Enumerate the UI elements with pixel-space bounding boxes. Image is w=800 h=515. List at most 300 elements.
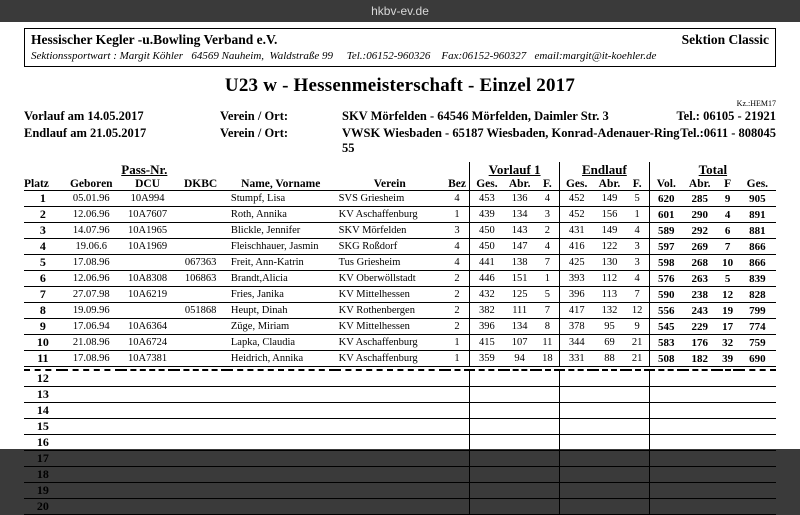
cell-geboren: 12.06.96 bbox=[62, 207, 121, 223]
cell-t_f: 4 bbox=[717, 207, 739, 223]
cell-v_abr bbox=[504, 387, 536, 403]
table-row-empty bbox=[24, 370, 776, 387]
cell-dcu: 10A8308 bbox=[121, 271, 174, 287]
cell-e_f: 12 bbox=[626, 303, 650, 319]
cell-t_abr: 263 bbox=[683, 271, 717, 287]
cell-geboren bbox=[62, 403, 121, 419]
cell-geboren bbox=[62, 435, 121, 451]
cell-v_ges: 382 bbox=[470, 303, 504, 319]
cell-e_abr: 95 bbox=[593, 319, 625, 335]
cell-v_ges bbox=[470, 387, 504, 403]
cell-name: Fries, Janika bbox=[227, 287, 335, 303]
cell-e_f: 5 bbox=[626, 191, 650, 207]
url-text: hkbv-ev.de bbox=[371, 4, 429, 18]
cell-v_f bbox=[536, 499, 560, 515]
cell-dkbc bbox=[174, 351, 227, 367]
event-info bbox=[24, 109, 776, 156]
cell-bez bbox=[445, 451, 470, 467]
cell-platz: 12 bbox=[24, 370, 62, 387]
cell-platz: 7 bbox=[24, 287, 62, 303]
cell-verein: KV Mittelhessen bbox=[335, 319, 445, 335]
results-table-body bbox=[24, 191, 776, 515]
cell-geboren bbox=[62, 499, 121, 515]
cell-t_ges bbox=[739, 451, 776, 467]
cell-e_abr: 88 bbox=[593, 351, 625, 367]
cell-geboren: 17.08.96 bbox=[62, 255, 121, 271]
cell-verein: SKG Roßdorf bbox=[335, 239, 445, 255]
cell-t_abr: 176 bbox=[683, 335, 717, 351]
cell-v_f bbox=[536, 370, 560, 387]
cell-t_f: 6 bbox=[717, 223, 739, 239]
cell-verein: Tus Griesheim bbox=[335, 255, 445, 271]
cell-v_ges: 396 bbox=[470, 319, 504, 335]
cell-name: Heupt, Dinah bbox=[227, 303, 335, 319]
cell-v_abr bbox=[504, 435, 536, 451]
cell-t_ges: 891 bbox=[739, 207, 776, 223]
cell-bez: 2 bbox=[445, 271, 470, 287]
cell-v_f bbox=[536, 435, 560, 451]
cell-platz: 20 bbox=[24, 499, 62, 515]
cell-dcu: 10A6219 bbox=[121, 287, 174, 303]
cell-geboren bbox=[62, 419, 121, 435]
cell-t_f bbox=[717, 370, 739, 387]
cell-bez: 1 bbox=[445, 351, 470, 367]
cell-name: Brandt,Alicia bbox=[227, 271, 335, 287]
cell-bez: 4 bbox=[445, 191, 470, 207]
cell-name bbox=[227, 370, 335, 387]
cell-dkbc bbox=[174, 191, 227, 207]
cell-e_abr: 149 bbox=[593, 223, 625, 239]
cell-e_ges: 417 bbox=[560, 303, 594, 319]
cell-name bbox=[227, 499, 335, 515]
cell-platz: 11 bbox=[24, 351, 62, 367]
cell-dkbc: 067363 bbox=[174, 255, 227, 271]
vorlauf-venue-label: Verein / Ort: bbox=[220, 109, 289, 123]
table-row bbox=[24, 303, 776, 319]
cell-dcu bbox=[121, 419, 174, 435]
cell-dkbc bbox=[174, 435, 227, 451]
cell-t_vol bbox=[649, 451, 683, 467]
vorlauf-venue: SKV Mörfelden - 64546 Mörfelden, Daimler Str. 3 bbox=[342, 109, 609, 123]
cell-t_abr bbox=[683, 419, 717, 435]
cell-verein: KV Oberwöllstadt bbox=[335, 271, 445, 287]
cell-verein: SVS Griesheim bbox=[335, 191, 445, 207]
cell-verein: KV Rothenbergen bbox=[335, 303, 445, 319]
cell-t_ges: 799 bbox=[739, 303, 776, 319]
cell-v_f: 5 bbox=[536, 287, 560, 303]
cell-v_ges: 432 bbox=[470, 287, 504, 303]
cell-e_f: 1 bbox=[626, 207, 650, 223]
cell-e_abr bbox=[593, 370, 625, 387]
cell-t_abr: 290 bbox=[683, 207, 717, 223]
cell-e_f bbox=[626, 387, 650, 403]
endlauf-info-row bbox=[24, 126, 776, 156]
cell-t_ges: 839 bbox=[739, 271, 776, 287]
cell-v_abr: 134 bbox=[504, 207, 536, 223]
cell-t_abr bbox=[683, 451, 717, 467]
cell-t_f: 10 bbox=[717, 255, 739, 271]
cell-dkbc bbox=[174, 403, 227, 419]
cell-t_abr bbox=[683, 483, 717, 499]
cell-bez bbox=[445, 419, 470, 435]
cell-v_f: 11 bbox=[536, 335, 560, 351]
cell-v_ges bbox=[470, 435, 504, 451]
cell-e_abr: 149 bbox=[593, 191, 625, 207]
cell-t_ges bbox=[739, 467, 776, 483]
cell-e_abr bbox=[593, 419, 625, 435]
cell-name: Blickle, Jennifer bbox=[227, 223, 335, 239]
cell-dcu bbox=[121, 387, 174, 403]
cell-geboren: 27.07.98 bbox=[62, 287, 121, 303]
cell-name bbox=[227, 451, 335, 467]
letterhead-box bbox=[24, 28, 776, 67]
table-row bbox=[24, 319, 776, 335]
cell-geboren: 19.09.96 bbox=[62, 303, 121, 319]
cell-dkbc bbox=[174, 287, 227, 303]
cell-v_f bbox=[536, 387, 560, 403]
cell-bez: 4 bbox=[445, 239, 470, 255]
cell-bez: 1 bbox=[445, 335, 470, 351]
cell-t_abr: 243 bbox=[683, 303, 717, 319]
cell-v_f: 7 bbox=[536, 255, 560, 271]
cell-v_abr bbox=[504, 499, 536, 515]
cell-t_f: 5 bbox=[717, 271, 739, 287]
cell-t_abr: 182 bbox=[683, 351, 717, 367]
col-total-vol: Vol. bbox=[649, 178, 683, 191]
col-total-ges: Ges. bbox=[739, 178, 776, 191]
col-endlauf-f: F. bbox=[626, 178, 650, 191]
cell-t_f: 32 bbox=[717, 335, 739, 351]
cell-geboren: 19.06.6 bbox=[62, 239, 121, 255]
cell-t_vol bbox=[649, 403, 683, 419]
cell-e_abr: 130 bbox=[593, 255, 625, 271]
cell-e_f bbox=[626, 499, 650, 515]
cell-dkbc bbox=[174, 451, 227, 467]
cell-e_f bbox=[626, 467, 650, 483]
cell-verein bbox=[335, 451, 445, 467]
cell-v_f: 7 bbox=[536, 303, 560, 319]
endlauf-venue: VWSK Wiesbaden - 65187 Wiesbaden, Konrad-Adenauer-Ring 55 bbox=[342, 126, 680, 155]
cell-geboren bbox=[62, 387, 121, 403]
cell-verein bbox=[335, 483, 445, 499]
cell-e_ges bbox=[560, 499, 594, 515]
table-row bbox=[24, 271, 776, 287]
cell-bez: 1 bbox=[445, 207, 470, 223]
cell-bez bbox=[445, 499, 470, 515]
cell-verein bbox=[335, 419, 445, 435]
cell-v_ges bbox=[470, 419, 504, 435]
cell-t_abr bbox=[683, 403, 717, 419]
cell-platz: 1 bbox=[24, 191, 62, 207]
cell-v_f: 4 bbox=[536, 239, 560, 255]
cell-t_vol: 583 bbox=[649, 335, 683, 351]
cell-e_abr bbox=[593, 451, 625, 467]
column-header-row bbox=[24, 178, 776, 191]
col-dkbc: DKBC bbox=[174, 178, 227, 191]
cell-platz: 3 bbox=[24, 223, 62, 239]
cell-dcu bbox=[121, 499, 174, 515]
cell-e_f: 3 bbox=[626, 255, 650, 271]
cell-platz: 8 bbox=[24, 303, 62, 319]
cell-v_ges bbox=[470, 451, 504, 467]
cell-e_abr bbox=[593, 467, 625, 483]
cell-name bbox=[227, 387, 335, 403]
cell-e_ges bbox=[560, 387, 594, 403]
cell-t_vol: 556 bbox=[649, 303, 683, 319]
cell-geboren: 12.06.96 bbox=[62, 271, 121, 287]
cell-t_vol bbox=[649, 435, 683, 451]
cell-platz: 5 bbox=[24, 255, 62, 271]
group-vorlauf1: Vorlauf 1 bbox=[488, 162, 541, 177]
cell-platz: 19 bbox=[24, 483, 62, 499]
cell-dcu: 10A6364 bbox=[121, 319, 174, 335]
cell-e_ges: 452 bbox=[560, 191, 594, 207]
cell-v_ges bbox=[470, 370, 504, 387]
cell-t_abr: 269 bbox=[683, 239, 717, 255]
cell-v_abr bbox=[504, 419, 536, 435]
cell-bez bbox=[445, 467, 470, 483]
cell-v_abr: 125 bbox=[504, 287, 536, 303]
cell-v_f: 4 bbox=[536, 191, 560, 207]
group-header-row bbox=[24, 162, 776, 178]
cell-dcu bbox=[121, 483, 174, 499]
cell-e_abr bbox=[593, 483, 625, 499]
cell-v_f bbox=[536, 467, 560, 483]
cell-dcu bbox=[121, 303, 174, 319]
cell-dkbc bbox=[174, 387, 227, 403]
group-pass-nr: Pass-Nr. bbox=[121, 162, 168, 177]
cell-v_f: 2 bbox=[536, 223, 560, 239]
cell-t_vol: 576 bbox=[649, 271, 683, 287]
cell-t_ges bbox=[739, 387, 776, 403]
cell-bez: 3 bbox=[445, 223, 470, 239]
col-total-f: F bbox=[717, 178, 739, 191]
cell-dcu: 10A7381 bbox=[121, 351, 174, 367]
col-total-abr: Abr. bbox=[683, 178, 717, 191]
cell-dcu bbox=[121, 451, 174, 467]
cell-e_abr bbox=[593, 387, 625, 403]
table-row bbox=[24, 335, 776, 351]
col-vorlauf-f: F. bbox=[536, 178, 560, 191]
cell-e_f: 21 bbox=[626, 335, 650, 351]
cell-bez: 2 bbox=[445, 287, 470, 303]
cell-v_ges: 450 bbox=[470, 239, 504, 255]
col-dcu: DCU bbox=[121, 178, 174, 191]
cell-t_abr: 229 bbox=[683, 319, 717, 335]
cell-dcu: 10A1969 bbox=[121, 239, 174, 255]
endlauf-date-label: Endlauf am 21.05.2017 bbox=[24, 126, 147, 140]
col-bez: Bez bbox=[445, 178, 470, 191]
cell-t_ges: 828 bbox=[739, 287, 776, 303]
cell-t_abr bbox=[683, 499, 717, 515]
cell-t_f bbox=[717, 467, 739, 483]
cell-t_f bbox=[717, 387, 739, 403]
cell-t_f: 17 bbox=[717, 319, 739, 335]
cell-name: Stumpf, Lisa bbox=[227, 191, 335, 207]
cell-t_ges bbox=[739, 435, 776, 451]
cell-e_ges bbox=[560, 451, 594, 467]
col-endlauf-ges: Ges. bbox=[560, 178, 594, 191]
contact-line bbox=[31, 50, 769, 62]
cell-v_abr: 107 bbox=[504, 335, 536, 351]
cell-platz: 18 bbox=[24, 467, 62, 483]
table-row-empty bbox=[24, 419, 776, 435]
group-endlauf: Endlauf bbox=[581, 162, 627, 177]
cell-e_f: 9 bbox=[626, 319, 650, 335]
cell-platz: 15 bbox=[24, 419, 62, 435]
cell-t_vol: 589 bbox=[649, 223, 683, 239]
cell-v_ges: 359 bbox=[470, 351, 504, 367]
cell-geboren bbox=[62, 467, 121, 483]
table-row-empty bbox=[24, 467, 776, 483]
cell-platz: 2 bbox=[24, 207, 62, 223]
cell-t_vol bbox=[649, 499, 683, 515]
col-vorlauf-ges: Ges. bbox=[470, 178, 504, 191]
cell-v_ges bbox=[470, 467, 504, 483]
cell-t_vol bbox=[649, 467, 683, 483]
cell-bez: 2 bbox=[445, 303, 470, 319]
cell-bez bbox=[445, 435, 470, 451]
cell-t_ges bbox=[739, 483, 776, 499]
cell-t_f bbox=[717, 435, 739, 451]
cell-geboren: 17.06.94 bbox=[62, 319, 121, 335]
vorlauf-date-label: Vorlauf am 14.05.2017 bbox=[24, 109, 144, 123]
cell-name: Heidrich, Annika bbox=[227, 351, 335, 367]
cell-bez bbox=[445, 483, 470, 499]
cell-bez: 2 bbox=[445, 319, 470, 335]
table-row-empty bbox=[24, 483, 776, 499]
cell-name: Züge, Miriam bbox=[227, 319, 335, 335]
cell-dcu bbox=[121, 403, 174, 419]
cell-platz: 10 bbox=[24, 335, 62, 351]
cell-t_vol: 620 bbox=[649, 191, 683, 207]
cell-v_ges: 415 bbox=[470, 335, 504, 351]
table-row-empty bbox=[24, 499, 776, 515]
cell-t_vol bbox=[649, 387, 683, 403]
page-title: U23 w - Hessenmeisterschaft - Einzel 2017 bbox=[224, 75, 576, 96]
cell-verein bbox=[335, 499, 445, 515]
table-row bbox=[24, 287, 776, 303]
cell-verein: SKV Mörfelden bbox=[335, 223, 445, 239]
table-row-empty bbox=[24, 403, 776, 419]
cell-e_abr: 122 bbox=[593, 239, 625, 255]
cell-name: Freit, Ann-Katrin bbox=[227, 255, 335, 271]
cell-e_ges bbox=[560, 370, 594, 387]
cell-t_ges bbox=[739, 499, 776, 515]
url-bar[interactable] bbox=[0, 0, 800, 22]
results-table bbox=[24, 162, 776, 515]
col-platz: Platz bbox=[24, 178, 62, 191]
cell-dkbc: 106863 bbox=[174, 271, 227, 287]
cell-t_ges: 881 bbox=[739, 223, 776, 239]
cell-v_abr bbox=[504, 467, 536, 483]
table-row bbox=[24, 239, 776, 255]
cell-bez bbox=[445, 370, 470, 387]
cell-t_vol: 590 bbox=[649, 287, 683, 303]
cell-t_abr: 292 bbox=[683, 223, 717, 239]
cell-e_abr: 113 bbox=[593, 287, 625, 303]
cell-dcu: 10A994 bbox=[121, 191, 174, 207]
cell-platz: 6 bbox=[24, 271, 62, 287]
cell-t_f bbox=[717, 403, 739, 419]
cell-e_ges: 344 bbox=[560, 335, 594, 351]
cell-t_vol bbox=[649, 483, 683, 499]
cell-v_abr: 136 bbox=[504, 191, 536, 207]
cell-e_ges: 331 bbox=[560, 351, 594, 367]
cell-verein bbox=[335, 467, 445, 483]
cell-e_abr: 69 bbox=[593, 335, 625, 351]
cell-t_abr: 238 bbox=[683, 287, 717, 303]
cell-dkbc bbox=[174, 223, 227, 239]
cell-v_abr: 138 bbox=[504, 255, 536, 271]
cell-e_ges: 396 bbox=[560, 287, 594, 303]
cell-t_ges: 759 bbox=[739, 335, 776, 351]
cell-v_ges bbox=[470, 403, 504, 419]
cell-t_f: 12 bbox=[717, 287, 739, 303]
cell-t_f bbox=[717, 419, 739, 435]
cell-e_abr: 112 bbox=[593, 271, 625, 287]
cell-t_abr bbox=[683, 370, 717, 387]
cell-t_abr: 285 bbox=[683, 191, 717, 207]
contact-text: Sektionssportwart : Margit Köhler 64569 Nauheim, Waldstraße 99 Tel.:06152-960326 Fax:06152-960327 email:margit@it-koehler.de bbox=[31, 50, 657, 62]
cell-dkbc: 051868 bbox=[174, 303, 227, 319]
cell-verein: KV Aschaffenburg bbox=[335, 351, 445, 367]
table-row bbox=[24, 191, 776, 207]
cell-geboren: 14.07.96 bbox=[62, 223, 121, 239]
cell-verein: KV Mittelhessen bbox=[335, 287, 445, 303]
document-page bbox=[0, 22, 800, 513]
cell-e_f: 4 bbox=[626, 271, 650, 287]
cell-dkbc bbox=[174, 207, 227, 223]
vorlauf-phone: Tel.: 06105 - 21921 bbox=[676, 109, 776, 123]
cell-t_vol: 598 bbox=[649, 255, 683, 271]
cell-verein bbox=[335, 403, 445, 419]
document-code: Kz.:HEM17 bbox=[736, 99, 776, 108]
table-row-empty bbox=[24, 451, 776, 467]
table-row-empty bbox=[24, 435, 776, 451]
cell-e_ges bbox=[560, 483, 594, 499]
cell-v_abr bbox=[504, 451, 536, 467]
cell-t_ges: 774 bbox=[739, 319, 776, 335]
cell-name: Roth, Annika bbox=[227, 207, 335, 223]
vorlauf-info-row bbox=[24, 109, 776, 124]
cell-v_f: 18 bbox=[536, 351, 560, 367]
cell-e_abr: 132 bbox=[593, 303, 625, 319]
col-geboren: Geboren bbox=[62, 178, 121, 191]
cell-t_vol: 545 bbox=[649, 319, 683, 335]
cell-dcu: 10A1965 bbox=[121, 223, 174, 239]
cell-dcu bbox=[121, 255, 174, 271]
cell-t_f bbox=[717, 499, 739, 515]
cell-v_f: 3 bbox=[536, 207, 560, 223]
cell-geboren: 17.08.96 bbox=[62, 351, 121, 367]
cell-platz: 9 bbox=[24, 319, 62, 335]
cell-e_ges: 378 bbox=[560, 319, 594, 335]
cell-dkbc bbox=[174, 467, 227, 483]
cell-platz: 17 bbox=[24, 451, 62, 467]
cell-v_f bbox=[536, 403, 560, 419]
col-vorlauf-abr: Abr. bbox=[504, 178, 536, 191]
cell-verein bbox=[335, 435, 445, 451]
group-total: Total bbox=[698, 162, 728, 177]
cell-geboren bbox=[62, 483, 121, 499]
section-name: Sektion Classic bbox=[681, 32, 769, 47]
cell-t_vol bbox=[649, 419, 683, 435]
cell-name: Fleischhauer, Jasmin bbox=[227, 239, 335, 255]
cell-e_ges: 425 bbox=[560, 255, 594, 271]
table-row-empty bbox=[24, 387, 776, 403]
cell-t_abr bbox=[683, 435, 717, 451]
